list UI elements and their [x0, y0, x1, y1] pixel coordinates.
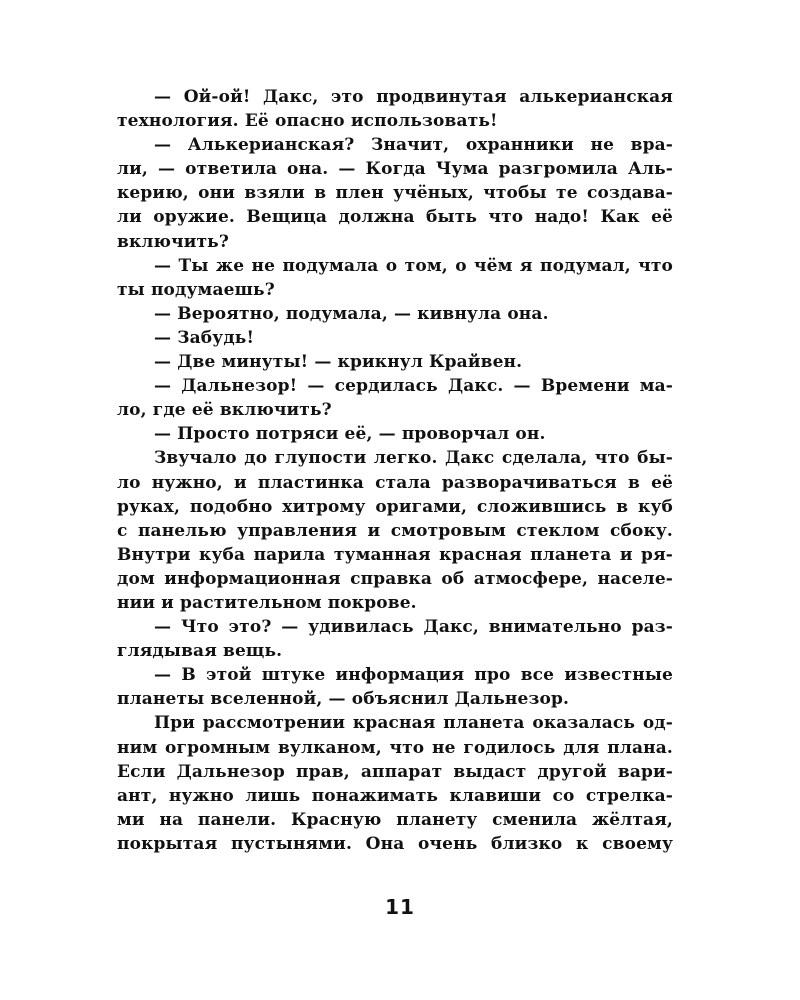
- text-line: планеты вселенной, — объяснил Дальнезор.: [117, 689, 570, 710]
- text-line: с панелью управления и смотровым стеклом сбоку.: [117, 520, 673, 541]
- text-line: Звучало до глупости легко. Дакс сделала, что бы-: [154, 448, 673, 469]
- text-line: — Алькерианская? Значит, охранники не вра-: [154, 135, 673, 156]
- text-line: ми на панели. Красную планету сменила жёлтая,: [117, 809, 673, 830]
- text-line: При рассмотрении красная планета оказалась од-: [154, 713, 673, 734]
- text-line: ло, где её включить?: [117, 400, 332, 421]
- text-line: Внутри куба парила туманная красная планета и ря-: [117, 544, 673, 565]
- text-line: — Что это? — удивилась Дакс, внимательно раз-: [154, 617, 673, 638]
- text-line: — Ты же не подумала о том, о чём я подумал, что: [154, 255, 673, 276]
- text-line: керию, они взяли в плен учёных, чтобы те создава-: [117, 183, 673, 204]
- text-line: ант, нужно лишь понажимать клавиши со стрелка-: [117, 785, 673, 806]
- text-line: — Просто потряси её, — проворчал он.: [154, 424, 546, 445]
- text-line: ло нужно, и пластинка стала разворачиваться в её: [117, 472, 673, 493]
- body-text: [117, 85, 673, 856]
- text-line: нии и растительном покрове.: [117, 592, 417, 613]
- text-line: ним огромным вулканом, что не годилось для плана.: [117, 737, 673, 758]
- text-line: — В этой штуке информация про все известные: [154, 665, 673, 686]
- text-line: ли, — ответила она. — Когда Чума разгромила Аль-: [117, 159, 673, 180]
- text-line: — Вероятно, подумала, — кивнула она.: [154, 303, 549, 324]
- text-line: дом информационная справка об атмосфере, населе-: [117, 568, 673, 589]
- text-line: — Дальнезор! — сердилась Дакс. — Времени ма-: [154, 376, 673, 397]
- text-line: ты подумаешь?: [117, 279, 275, 300]
- text-line: — Забудь!: [154, 327, 255, 348]
- text-line: включить?: [117, 231, 229, 252]
- text-line: ли оружие. Вещица должна быть что надо! Как её: [117, 207, 673, 228]
- text-line: — Ой-ой! Дакс, это продвинутая алькерианская: [154, 87, 673, 107]
- text-line: Если Дальнезор прав, аппарат выдаст другой вари-: [117, 761, 673, 782]
- text-line: покрытая пустынями. Она очень близко к своему: [117, 833, 673, 854]
- text-line: глядывая вещь.: [117, 641, 283, 662]
- page-number: 11: [385, 895, 415, 919]
- text-line: — Две минуты! — крикнул Крайвен.: [154, 352, 523, 373]
- text-line: руках, подобно хитрому оригами, сложившись в куб: [117, 496, 673, 517]
- text-line: технология. Её опасно использовать!: [117, 111, 498, 132]
